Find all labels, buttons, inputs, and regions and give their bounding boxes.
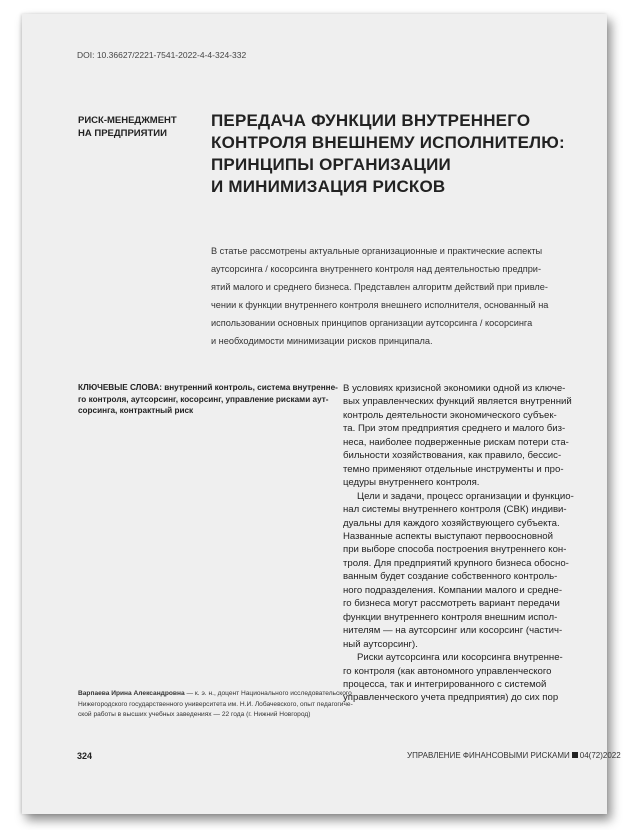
body-line: Названные аспекты выступают первоосновной (343, 530, 554, 542)
body-line: цедуры внутреннего контроля. (343, 477, 480, 489)
abstract-line: аутсорсинга / косорсинга внутреннего контроля над деятельностью предпри- (211, 264, 542, 274)
abstract-line: ятий малого и среднего бизнеса. Представлен алгоритм действий при привле- (211, 282, 548, 292)
body-line: вых управленческих функций является внутренний (343, 396, 572, 408)
author-line-1 (78, 689, 352, 700)
section-label-line: РИСК-МЕНЕДЖМЕНТ (78, 115, 177, 126)
author-line: — к. э. н., доцент Национального исследовательского (184, 690, 352, 697)
keywords-line: КЛЮЧЕВЫЕ СЛОВА: внутренний контроль, система внутренне- (78, 383, 338, 392)
body-line: бильности хозяйствования, как правило, бессис- (343, 450, 562, 462)
body-line: троля. Для предприятий крупного бизнеса обосно- (343, 557, 569, 569)
body-line: го контроля (как автономного управленческого (343, 665, 552, 677)
body-line: нал системы внутреннего контроля (СВК) индиви- (343, 504, 567, 516)
body-line: темно применяют отдельные инструменты и про- (343, 463, 564, 475)
abstract (211, 242, 571, 350)
page-number: 324 (77, 751, 93, 761)
body-line: управленческого учета предприятия) до сих пор (343, 692, 559, 704)
body-line: Риски аутсорсинга или косорсинга внутренне- (357, 652, 563, 664)
body-line: нителям — на аутсорсинг или косорсинг (частич- (343, 625, 563, 637)
article-title (211, 110, 571, 198)
body-line: та. При этом предприятия среднего и малого биз- (343, 423, 566, 435)
author-name: Варпаева Ирина Александровна (78, 690, 185, 697)
journal-name: УПРАВЛЕНИЕ ФИНАНСОВЫМИ РИСКАМИ (407, 751, 570, 760)
title-line: ПРИНЦИПЫ ОРГАНИЗАЦИИ (211, 155, 451, 174)
title-line: КОНТРОЛЯ ВНЕШНЕМУ ИСПОЛНИТЕЛЮ: (211, 133, 565, 152)
keywords-line: го контроля, аутсорсинг, косорсинг, управление рисками аут- (78, 394, 329, 404)
body-line: неса, наиболее подверженные рискам потери ста- (343, 436, 569, 448)
body-text (343, 382, 583, 705)
author-line: ской работы в высших учебных заведениях — 22 года (г. Нижний Новгород) (78, 711, 311, 718)
section-label-line: НА ПРЕДПРИЯТИИ (78, 128, 167, 139)
body-line: Цели и задачи, процесс организации и функцио- (357, 490, 574, 502)
abstract-line: использовании основных принципов организации аутсорсинга / косорсинга (211, 318, 533, 328)
body-line: го бизнеса могут рассмотреть вариант передачи (343, 598, 560, 610)
abstract-line: чении к функции внутреннего контроля внешнего исполнителя, основанный на (211, 300, 549, 310)
journal-issue: 04(72)2022 (579, 751, 621, 760)
body-line: В условиях кризисной экономики одной из ключе- (343, 383, 566, 394)
body-line: ванным будет создание собственного контроль- (343, 571, 558, 583)
journal-footer (407, 751, 621, 760)
body-line: процесса, так и интегрированного с системой (343, 678, 547, 690)
title-line: ПЕРЕДАЧА ФУНКЦИИ ВНУТРЕННЕГО (211, 111, 531, 130)
square-bullet-icon (572, 752, 578, 758)
abstract-line: и необходимости минимизации рисков принципала. (211, 336, 433, 346)
body-line: при выборе способа построения внутреннего кон- (343, 544, 567, 556)
body-line: ный аутсорсинг). (343, 638, 418, 650)
author-info (78, 689, 353, 721)
body-line: ного подразделения. Компании малого и средне- (343, 584, 563, 596)
author-line: Нижегородского государственного университета им. Н.И. Лобачевского, опыт педагогиче- (78, 700, 353, 708)
keywords (78, 382, 338, 417)
title-line: И МИНИМИЗАЦИЯ РИСКОВ (211, 177, 446, 196)
abstract-line: В статье рассмотрены актуальные организационные и практические аспекты (211, 246, 543, 256)
section-label (78, 114, 208, 140)
body-line: дуальны для каждого хозяйствующего субъекта. (343, 517, 560, 529)
body-line: функции внутреннего контроля внешним испол- (343, 611, 558, 623)
body-line: контроль деятельности экономического субъек- (343, 409, 557, 421)
keywords-line: сорсинга, контрактный риск (78, 406, 194, 415)
doi-line: DOI: 10.36627/2221-7541-2022-4-4-324-332 (77, 50, 247, 60)
journal-page (22, 14, 621, 814)
